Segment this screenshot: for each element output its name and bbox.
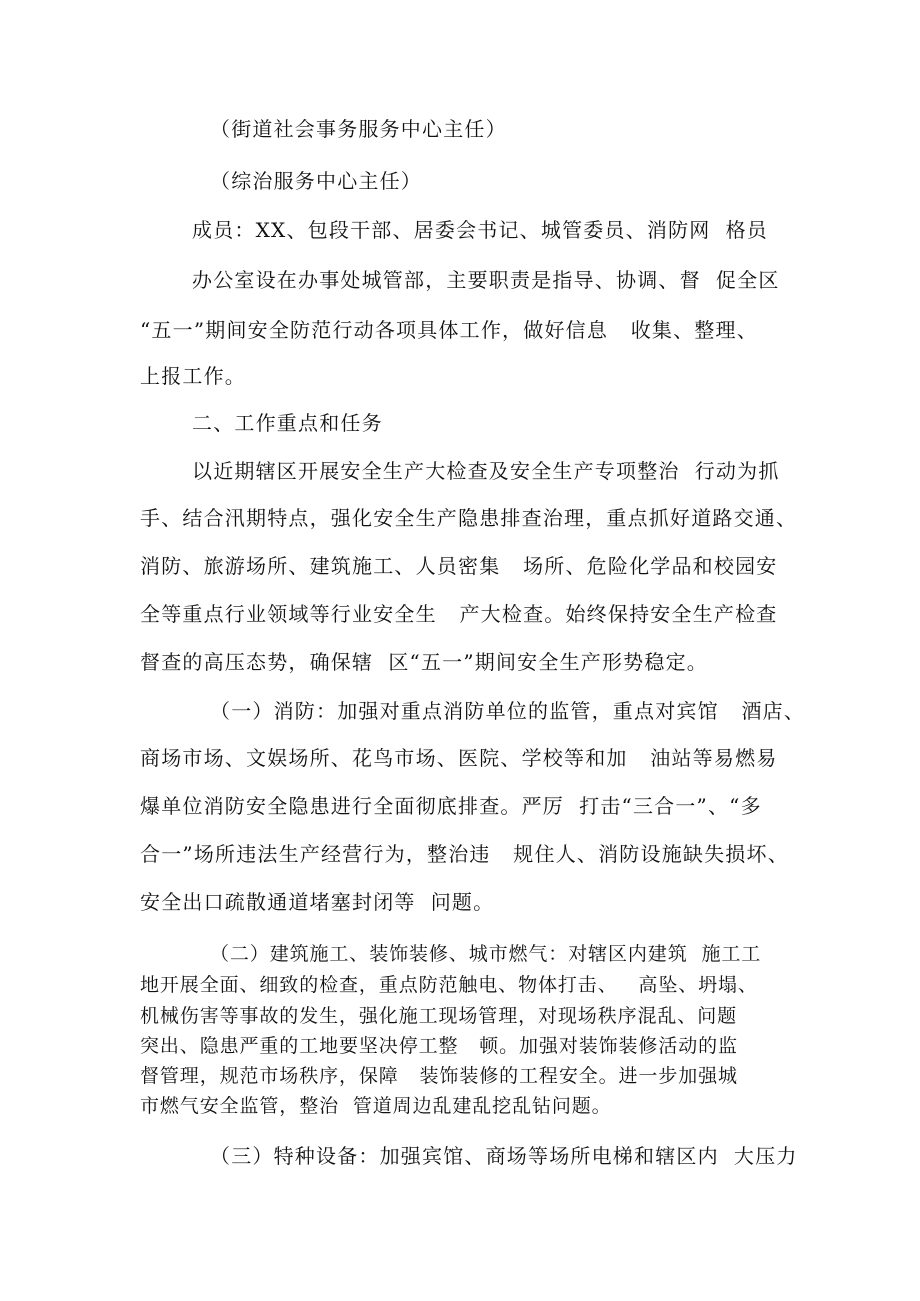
text-line: 上报工作。: [140, 364, 246, 388]
text-line: 督查的高压态势，确保辖 区“五一”期间安全生产形势稳定。: [140, 650, 708, 674]
text-line: 地开展全面、细致的检查，重点防范触电、物体打击、 高坠、坍塌、: [140, 974, 758, 996]
text-line: 商场市场、文娱场所、花鸟市场、医院、学校等和加 油站等易燃易: [140, 746, 778, 770]
text-line: 手、结合汛期特点，强化安全生产隐患排查治理，重点抓好道路交通、: [140, 506, 798, 530]
text-line: 成员：XX、包段干部、居委会书记、城管委员、消防网 格员: [192, 218, 768, 242]
text-line: （街道社会事务服务中心主任）: [210, 117, 507, 141]
text-line: 督管理，规范市场秩序，保障 装饰装修的工程安全。进一步加强城: [140, 1065, 738, 1087]
text-line: 合一”场所违法生产经营行为，整治违 规住人、消防设施缺失损坏、: [140, 842, 789, 866]
text-line: （三）特种设备：加强宾馆、商场等场所电梯和辖区内 大压力: [210, 1144, 798, 1168]
text-line: 办公室设在办事处城管部，主要职责是指导、协调、督 促全区: [192, 268, 780, 292]
text-line: “五一”期间安全防范行动各项具体工作，做好信息 收集、整理、: [140, 318, 758, 342]
text-line: 机械伤害等事故的发生，强化施工现场管理，对现场秩序混乱、问题: [140, 1005, 738, 1027]
text-line: （一）消防：加强对重点消防单位的监管，重点对宾馆 酒店、: [210, 699, 806, 723]
text-line: 消防、旅游场所、建筑施工、人员密集 场所、危险化学品和校园安: [140, 554, 778, 578]
text-line: 突出、隐患严重的工地要坚决停工整 顿。加强对装饰装修活动的监: [140, 1035, 738, 1057]
text-line: 市燃气安全监管，整治 管道周边乱建乱挖乱钻问题。: [140, 1095, 612, 1117]
text-line: 以近期辖区开展安全生产大检查及安全生产专项整治 行动为抓: [192, 459, 780, 483]
section-heading: 二、工作重点和任务: [192, 411, 383, 435]
text-line: 安全出口疏散通道堵塞封闭等 问题。: [140, 890, 495, 914]
text-line: 爆单位消防安全隐患进行全面彻底排查。严厉 打击“三合一”、“多: [140, 794, 762, 818]
text-line: （二）建筑施工、装饰装修、城市燃气：对辖区内建筑 施工工: [210, 943, 762, 965]
text-line: 全等重点行业领域等行业安全生 产大检查。始终保持安全生产检查: [140, 602, 778, 626]
text-line: （综治服务中心主任）: [210, 169, 422, 193]
